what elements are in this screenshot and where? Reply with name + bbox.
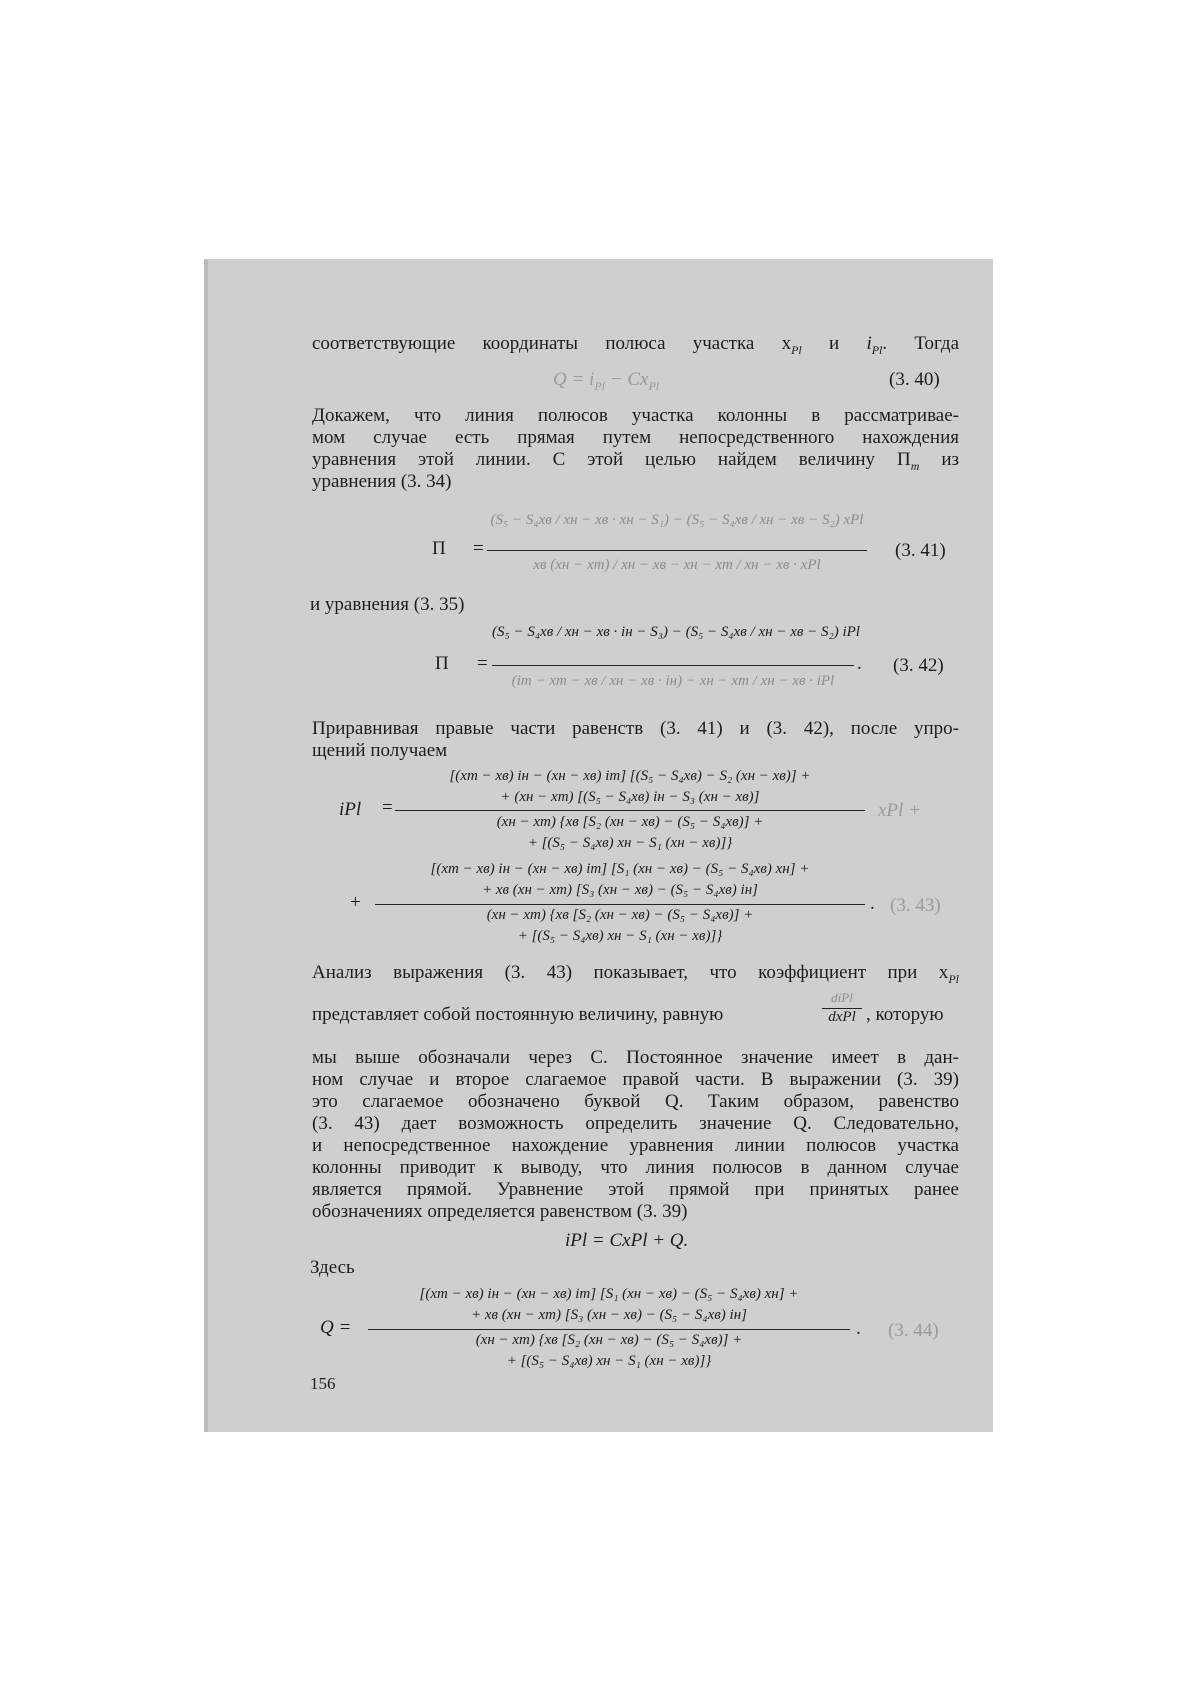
text-line: Здесь [310,1257,355,1278]
text-line: соответствующие координаты полюса участка $x_{Pl}$ и $i_{Pl}$. Тогда [312,333,960,357]
equals-sign: = [473,538,484,559]
equation-label: (3. 43) [890,895,941,916]
text-line: мом случае есть прямая путем непосредственного нахождения [312,427,959,448]
numerator-line: + xв (xн − xm) [S₃ (xн − xв) − (S₅ − S₄xв) iн] [471,1307,747,1323]
plus-sign: + [350,892,361,913]
period: . [856,1318,861,1339]
fraction-numerator: (S₅ − S₄xв / xн − xв · xн − S₁) − (S₅ − S₄xв / xн − xв − S₂) xPl [490,512,864,528]
equation-label: (3. 44) [888,1320,939,1341]
text-line: и уравнения (3. 35) [310,594,465,615]
text-line: Приравнивая правые части равенств (3. 41) и (3. 42), после упро- [312,718,959,739]
denominator-line: + [(S₅ − S₄xв) xн − S₁ (xн − xв)]} [517,928,723,944]
fraction-bar [368,1329,850,1330]
text-line: ном случае и второе слагаемое правой части. В выражении (3. 39) [312,1069,959,1090]
text-line: щений получаем [312,740,448,761]
denominator-line: (xн − xm) {xв [S₂ (xн − xв) − (S₅ − S₄xв)] + [475,1332,743,1348]
numerator-line: [(xm − xв) iн − (xн − xв) im] [S₁ (xн − xв) − (S₅ − S₄xв) xн] + [430,861,810,877]
text-line: и непосредственное нахождение уравнения линии полюсов участка [312,1135,959,1156]
equation-lhs: iPl [339,799,362,820]
term-tail: xPl + [878,800,921,821]
numerator-line: + (xн − xm) [(S₅ − S₄xв) iн − S₃ (xн − xв)] [500,789,760,805]
denominator-line: (xн − xm) {xв [S₂ (xн − xв) − (S₅ − S₄xв)] + [486,907,754,923]
numerator-line: + xв (xн − xm) [S₃ (xн − xв) − (S₅ − S₄xв) iн] [482,882,758,898]
equation-lhs: П [432,538,446,559]
page-number: 156 [310,1374,336,1393]
fraction-bar [492,665,854,666]
text-line: обозначениях определяется равенством (3. 39) [312,1201,688,1222]
equation-3-40: $Q = i_{Pl} - Cx_{Pl}$ [553,369,660,393]
text-line: представляет собой постоянную величину, равную [312,1004,724,1025]
text-line: это слагаемое обозначено буквой Q. Таким образом, равенство [312,1091,959,1112]
text-fragment: , которую [866,1004,944,1025]
derivative-denominator: dxPl [828,1009,856,1025]
fraction-numerator: (S₅ − S₄xв / xн − xв · iн − S₃) − (S₅ − S₄xв / xн − xв − S₂) iPl [492,624,860,640]
numerator-line: [(xm − xв) iн − (xн − xв) im] [(S₅ − S₄xв) − S₂ (xн − xв)] + [449,768,811,784]
equation-label: (3. 42) [893,655,944,676]
text-line: (3. 43) дает возможность определить значение Q. Следовательно, [312,1113,959,1134]
equation-label: (3. 40) [889,369,940,390]
fraction-denominator: xв (xн − xm) / xн − xв − xн − xm / xн − xв · xPl [533,557,821,573]
derivative-numerator: diPl [831,990,853,1005]
fraction-denominator: (im − xm − xв / xн − xв · iн) − xн − xm / xн − xв · iPl [511,673,835,689]
period: . [857,653,862,674]
equation-label: (3. 41) [895,540,946,561]
text-line: Докажем, что линия полюсов участка колонны в рассматривае- [312,405,959,426]
text-line: колонны приводит к выводу, что линия полюсов в данном случае [312,1157,959,1178]
period: . [870,893,875,914]
denominator-line: + [(S₅ − S₄xв) xн − S₁ (xн − xв)]} [506,1353,712,1369]
text-line: Анализ выражения (3. 43) показывает, что коэффициент при $x_{Pl}$ [312,962,959,986]
equation-lhs: П [435,653,449,674]
fraction-bar [375,904,865,905]
denominator-line: + [(S₅ − S₄xв) xн − S₁ (xн − xв)]} [527,835,733,851]
denominator-line: (xн − xm) {xв [S₂ (xн − xв) − (S₅ − S₄xв)] + [496,814,764,830]
equals-sign: = [477,653,488,674]
text-line: мы выше обозначали через C. Постоянное значение имеет в дан- [312,1047,959,1068]
text-line: является прямой. Уравнение этой прямой при принятых ранее [312,1179,959,1200]
numerator-line: [(xm − xв) iн − (xн − xв) im] [S₁ (xн − xв) − (S₅ − S₄xв) xн] + [419,1286,799,1302]
equals-sign: = [382,797,393,818]
text-line: уравнения (3. 34) [312,471,452,492]
fraction-bar [487,550,867,551]
equation-lhs: Q = [320,1317,352,1338]
text-line: уравнения этой линии. С этой целью найдем величину $П_m$ из [312,449,959,473]
equation-3-39: iPl = CxPl + Q. [565,1230,689,1251]
fraction-bar [395,810,865,811]
